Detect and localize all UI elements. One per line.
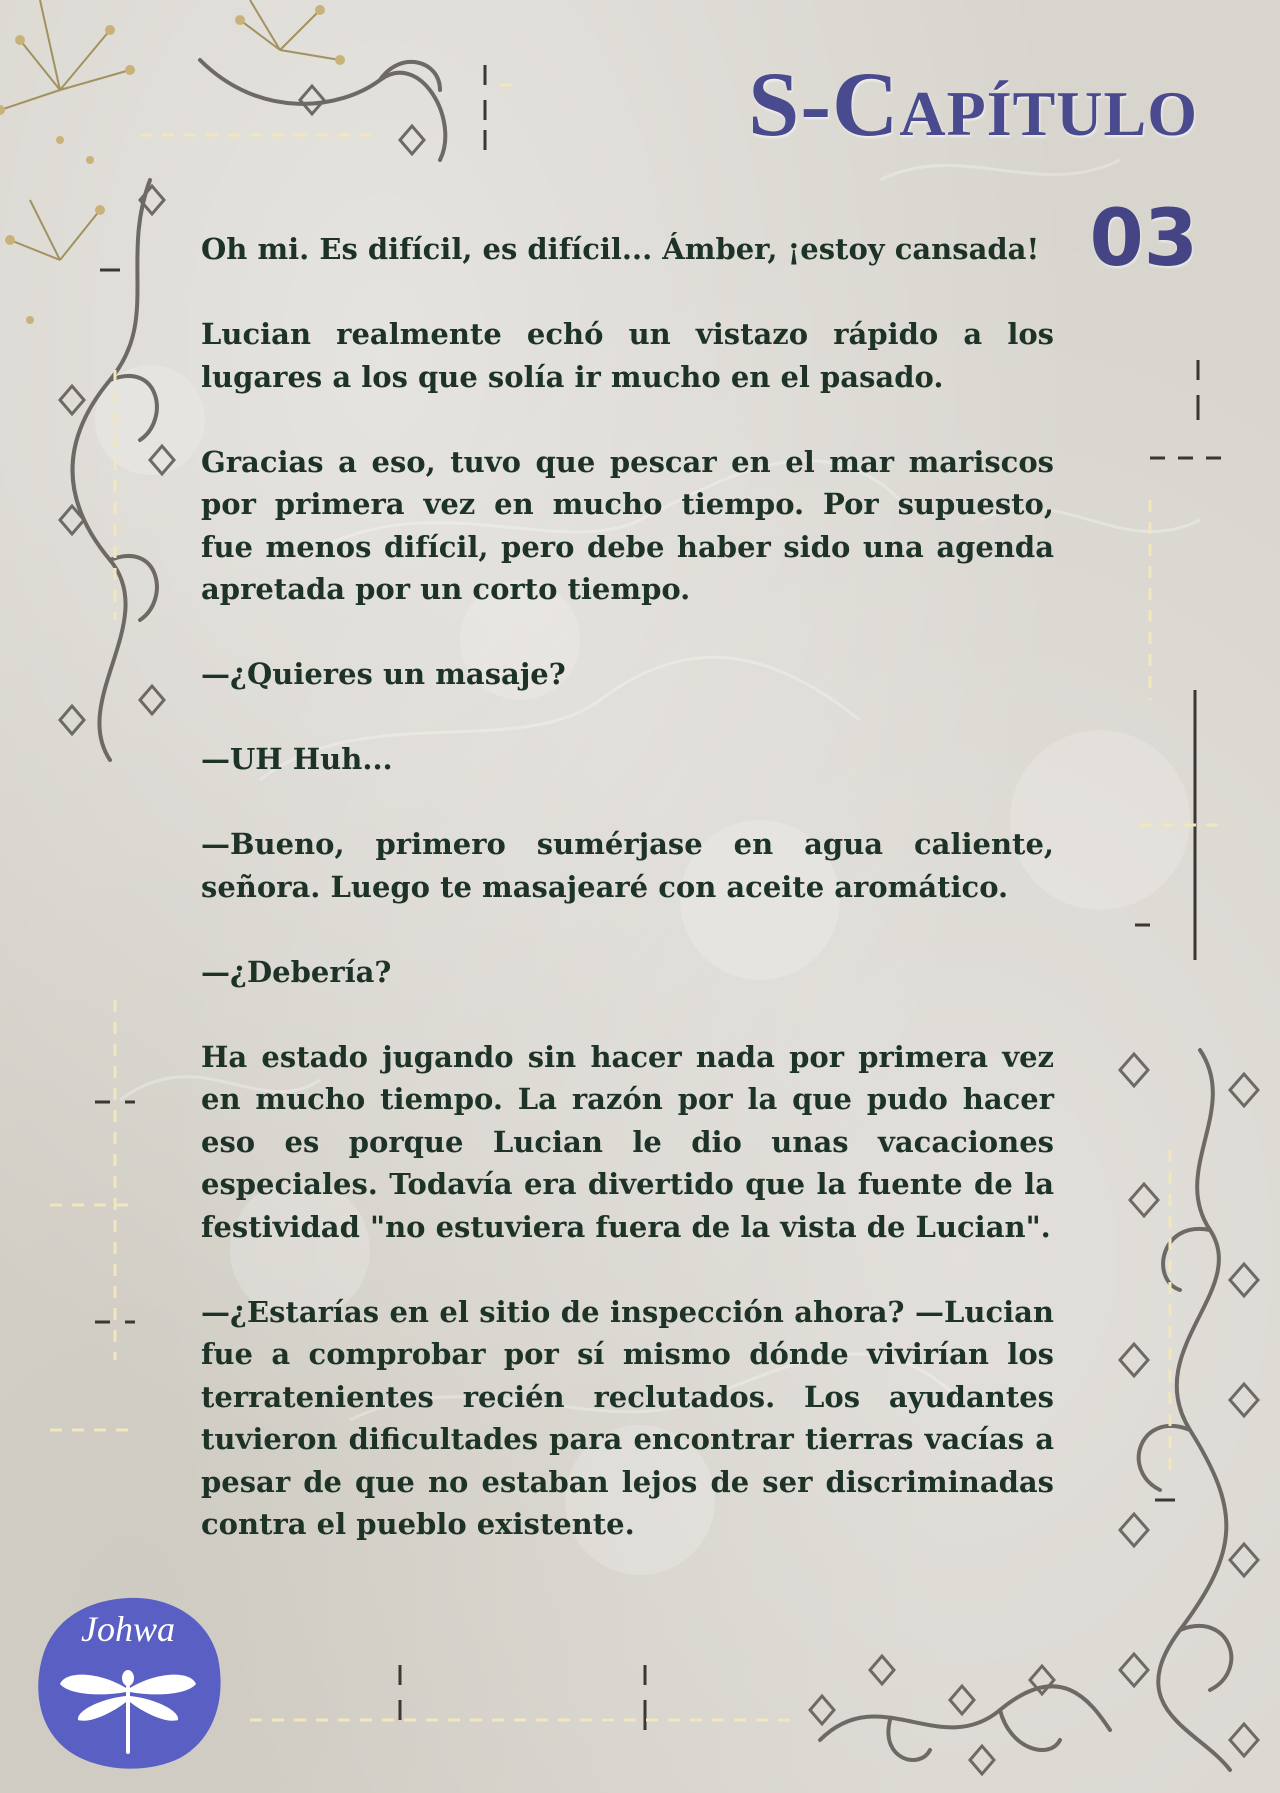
logo-text: Johwa: [81, 1609, 175, 1649]
chapter-title: S-Capítulo: [748, 53, 1198, 155]
paragraph: —Bueno, primero sumérjase en agua caliente, señora. Luego te masajearé con aceite aromático.: [201, 827, 1054, 904]
paragraph: —¿Debería?: [201, 954, 392, 989]
chapter-text: [201, 228, 1054, 1546]
paragraph: —UH Huh...: [201, 742, 393, 776]
right-vine-decoration: [1080, 1030, 1280, 1793]
johwa-logo: [30, 1592, 226, 1772]
paragraph: —¿Estarías en el sitio de inspección ahora? —Lucian fue a comprobar por sí mismo dónde vivirían los terratenientes recién reclutados. Los ayudantes tuvieron dificultades para encontrar tierras vacías a pesar de que no estaban lejos de ser discriminadas contra el pueblo existente.: [201, 1294, 1054, 1541]
paragraph: Oh mi. Es difícil, es difícil... Ámber, ¡estoy cansada!: [201, 232, 1040, 266]
chapter-title-block: [748, 53, 1198, 155]
paragraph: Ha estado jugando sin hacer nada por primera vez en mucho tiempo. La razón por la que pudo hacer eso es porque Lucian le dio unas vacaciones especiales. Todavía era divertido que la fuente de la festividad "no estuviera fuera de la vista de Lucian".: [201, 1039, 1054, 1244]
bottom-vine-decoration: [800, 1640, 1120, 1790]
paragraph: —¿Quieres un masaje?: [201, 657, 566, 691]
chapter-number: 03: [1089, 194, 1198, 284]
paragraph: Lucian realmente echó un vistazo rápido a los lugares a los que solía ir mucho en el pasado.: [201, 317, 1054, 394]
paragraph: Gracias a eso, tuvo que pescar en el mar mariscos por primera vez en mucho tiempo. Por supuesto, fue menos difícil, pero debe haber sido una agenda apretada por un corto tiempo.: [201, 444, 1054, 606]
